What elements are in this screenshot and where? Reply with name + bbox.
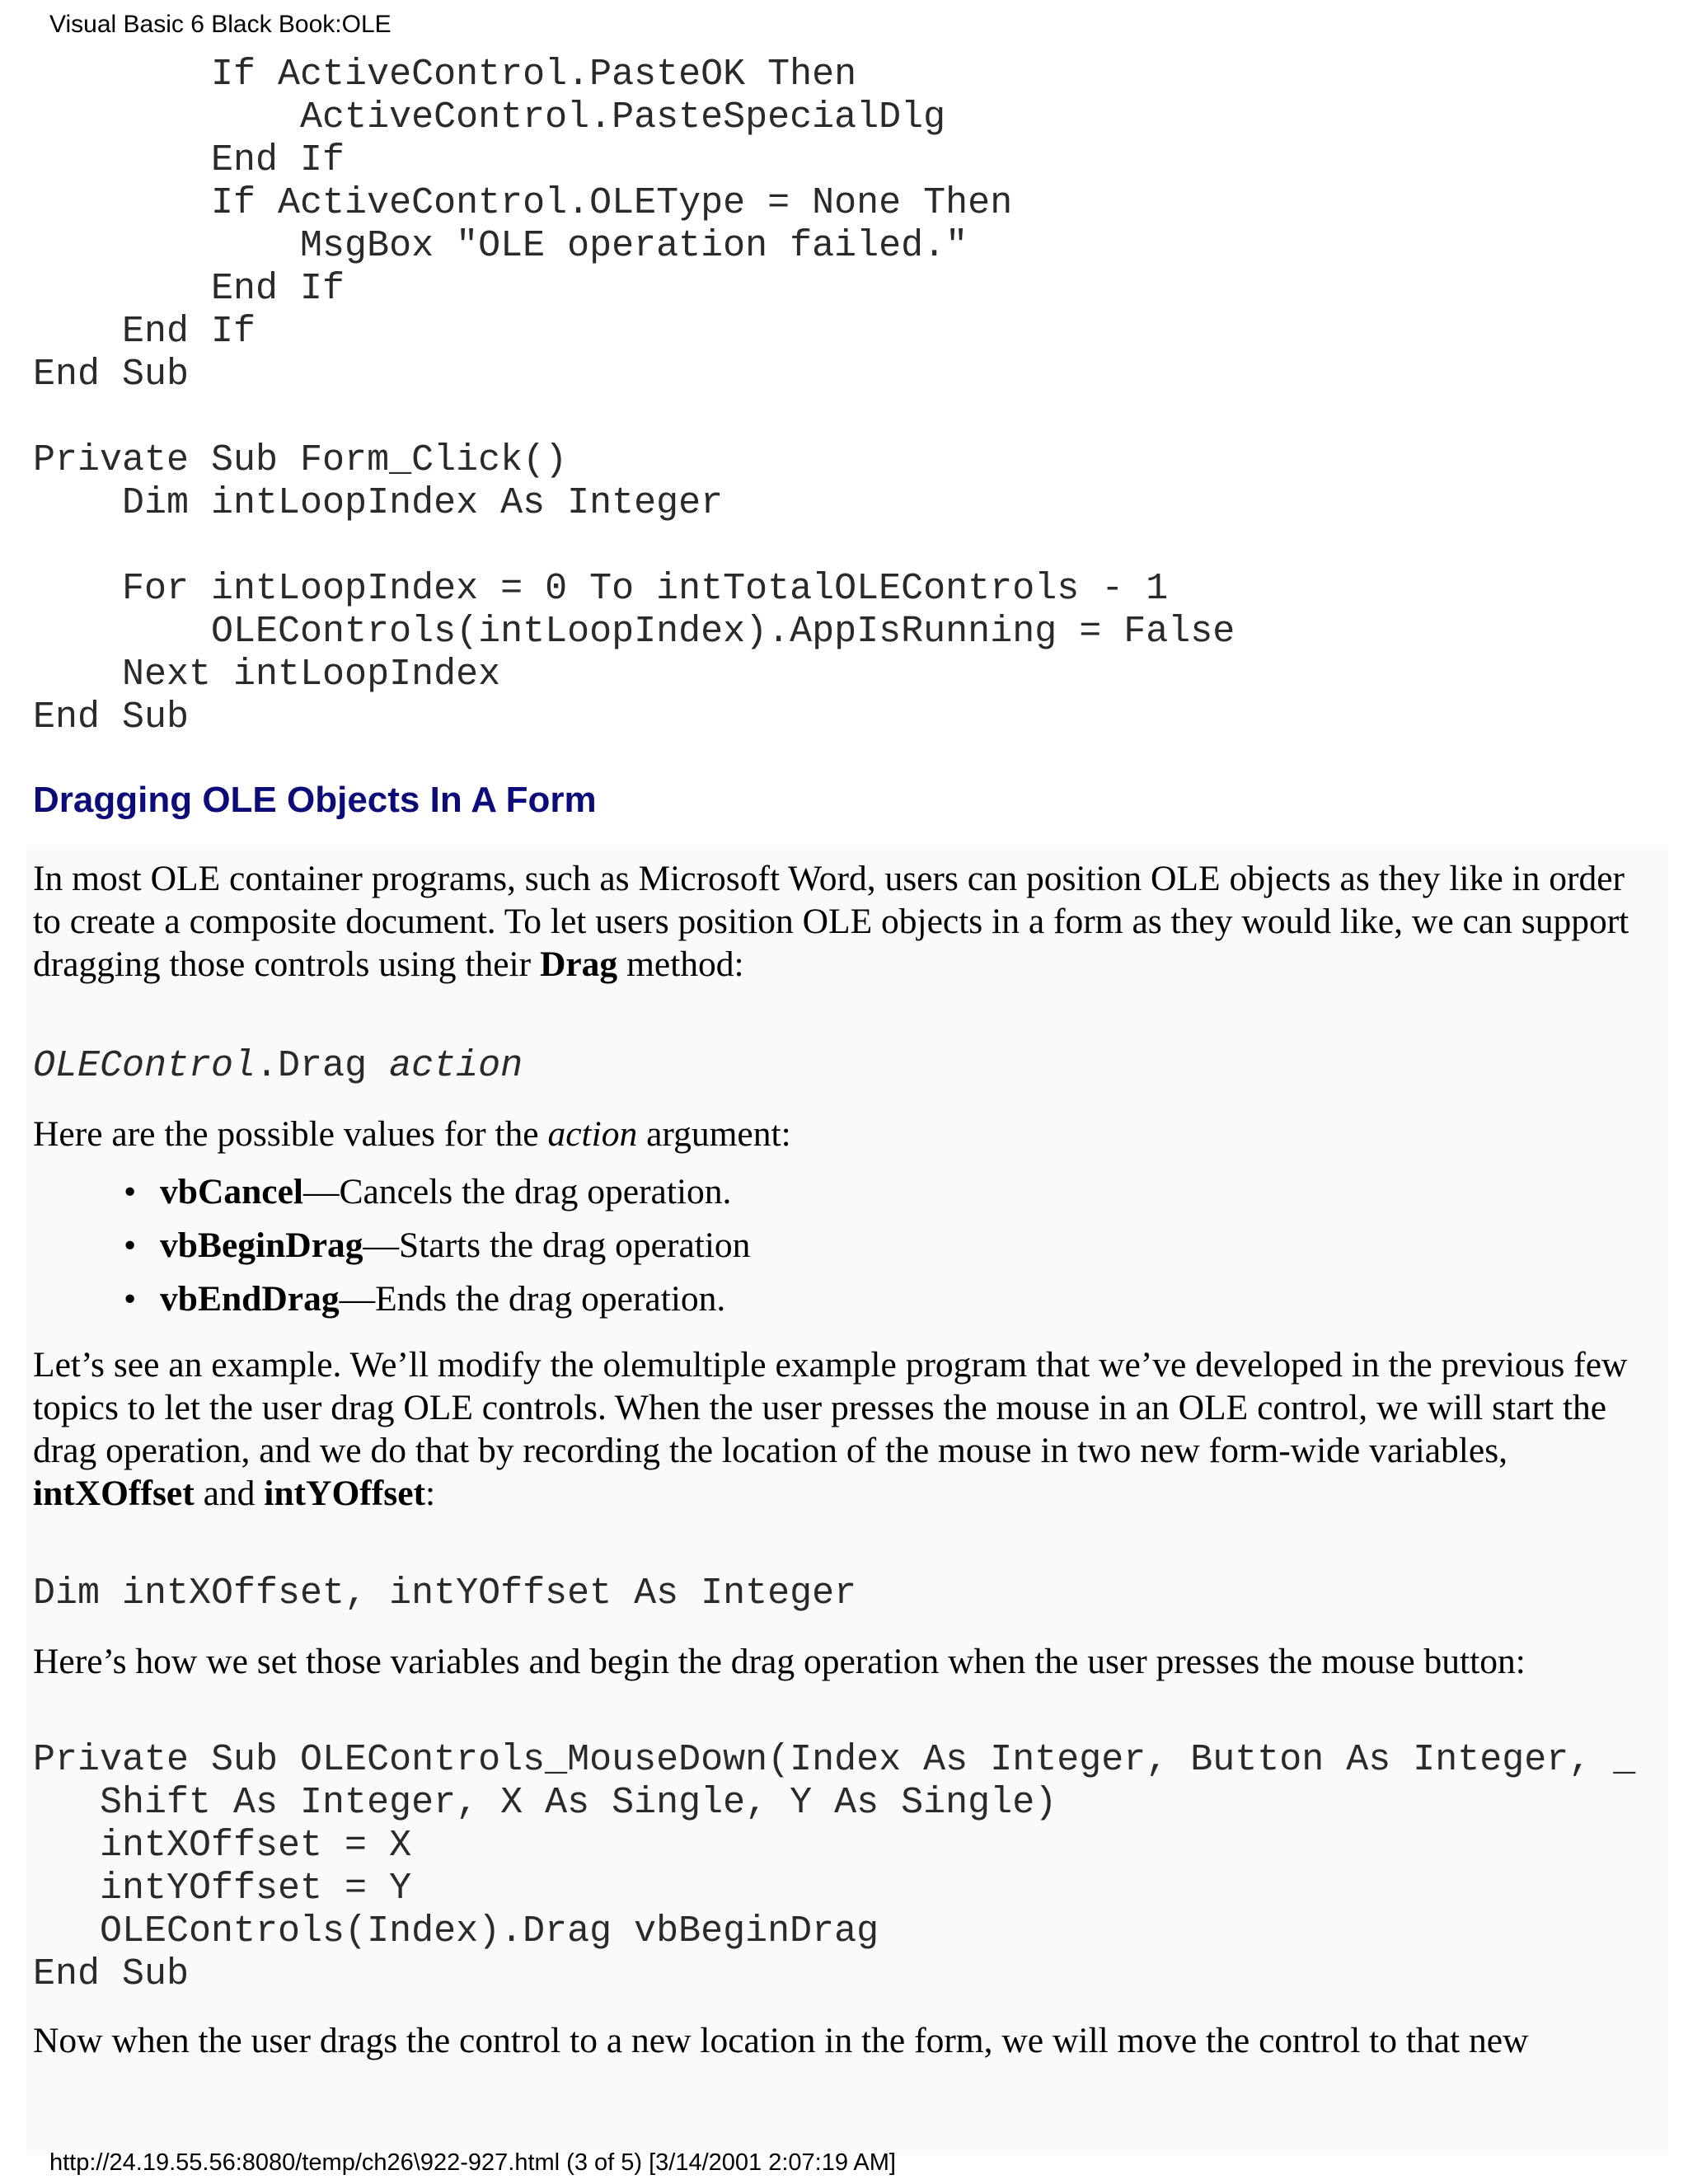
example-text-end: : [425,1474,436,1513]
action-name: vbCancel [160,1172,303,1212]
code-line: intYOffset = Y [33,1868,412,1910]
page-header: Visual Basic 6 Black Book:OLE [49,11,392,38]
section-heading: Dragging OLE Objects In A Form [33,780,597,820]
code-line: Next intLoopIndex [33,654,501,696]
y-offset-variable: intYOffset [264,1474,425,1513]
code-line: End If [33,139,345,181]
code-line: For intLoopIndex = 0 To intTotalOLEControls - 1 [33,568,1169,610]
code-line: Private Sub OLEControls_MouseDown(Index As Integer, Button As Integer, _ [33,1739,1636,1781]
code-line: OLEControls(Index).Drag vbBeginDrag [33,1910,879,1952]
drag-method-term: Drag [539,944,618,984]
code-line: Dim intXOffset, intYOffset As Integer [33,1572,857,1615]
list-item [124,1165,750,1219]
code-line: End Sub [33,354,190,396]
bullet-icon: • [124,1279,137,1319]
code-line: End If [33,268,345,310]
intro-text: In most OLE container programs, such as Microsoft Word, users can position OLE objects as they like in order to create a composite document. To let users position OLE objects in a form as they would like, we can support dragging those controls using their [33,859,1629,984]
action-description: —Starts the drag operation [363,1226,751,1265]
list-item [124,1219,750,1272]
action-name: vbEndDrag [160,1279,340,1319]
example-text: Let’s see an example. We’ll modify the olemultiple example program that we’ve developed in the previous few topics to let the user drag OLE controls. When the user presses the mouse in an OLE control, we will start the drag operation, and we do that by recording the location of the mouse in two new form-wide variables, [33,1345,1628,1470]
intro-text-end: method: [617,944,744,984]
code-line: End If [33,311,256,353]
action-description: —Ends the drag operation. [339,1279,726,1319]
code-line [33,396,1235,439]
code-line: Shift As Integer, X As Single, Y As Single) [33,1782,1057,1824]
values-intro-text: Here are the possible values for the [33,1114,548,1154]
code-line: If ActiveControl.OLEType = None Then [33,182,1013,224]
action-term: action [547,1114,638,1154]
final-paragraph: Now when the user drags the control to a new location in the form, we will move the control to that new [33,2021,1529,2060]
example-text-middle: and [194,1474,265,1513]
intro-paragraph [33,857,1661,986]
bullet-icon: • [124,1172,137,1212]
code-line: OLEControls(intLoopIndex).AppIsRunning = False [33,611,1236,653]
action-values-list [124,1165,750,1326]
action-description: —Cancels the drag operation. [303,1172,732,1212]
code-block-dim [33,1572,856,1615]
values-intro-text-end: argument: [637,1114,791,1154]
code-block-paste-and-click [33,54,1235,739]
example-paragraph [33,1343,1661,1515]
code-line: Private Sub Form_Click() [33,439,568,481]
x-offset-variable: intXOffset [33,1474,195,1513]
code-block-mousedown [33,1739,1635,1996]
bullet-icon: • [124,1226,137,1265]
drag-syntax [33,1045,523,1088]
code-line: MsgBox "OLE operation failed." [33,225,968,267]
syntax-argument: action [389,1045,523,1087]
code-line [33,525,1235,568]
mousedown-paragraph: Here’s how we set those variables and begin the drag operation when the user presses the mouse button: [33,1642,1526,1681]
syntax-method: .Drag [256,1045,390,1087]
code-line: Dim intLoopIndex As Integer [33,482,724,524]
code-line: intXOffset = X [33,1825,412,1867]
list-item [124,1272,750,1326]
values-intro-paragraph [33,1113,1661,1155]
page-footer: http://24.19.55.56:8080/temp/ch26\922-927.html (3 of 5) [3/14/2001 2:07:19 AM] [49,2149,896,2176]
code-line: End Sub [33,1953,190,1995]
code-line: ActiveControl.PasteSpecialDlg [33,96,946,138]
code-line: End Sub [33,696,190,738]
syntax-object: OLEControl [33,1045,256,1087]
code-line: If ActiveControl.PasteOK Then [33,54,857,96]
action-name: vbBeginDrag [160,1226,363,1265]
